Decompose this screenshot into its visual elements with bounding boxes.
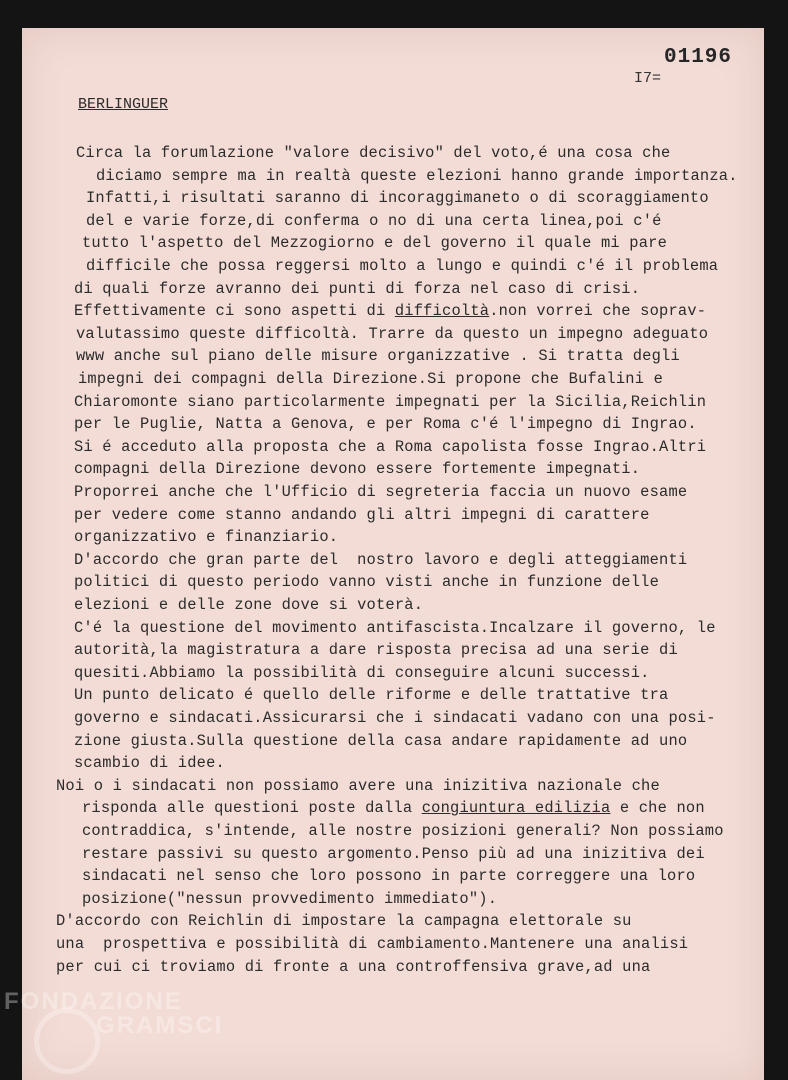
text-line: contraddica, s'intende, alle nostre posizioni generali? Non possiamo — [82, 822, 724, 840]
text-line: una prospettiva e possibilità di cambiamento.Mantenere una analisi — [56, 935, 689, 953]
text-line: Chiaromonte siano particolarmente impegnati per la Sicilia,Reichlin — [74, 392, 707, 411]
text-line: risponda alle questioni poste dalla congiuntura edilizia e che non — [82, 799, 705, 818]
text-line: D'accordo che gran parte del nostro lavoro e degli atteggiamenti — [74, 550, 688, 569]
text-line: politici di questo periodo vanno visti anche in funzione delle — [74, 573, 660, 592]
text-line: Noi o i sindacati non possiamo avere una inizitiva nazionale che — [56, 776, 660, 795]
text-line: quesiti.Abbiamo la possibilità di conseguire alcuni successi. — [74, 663, 650, 682]
text-line: tutto l'aspetto del Mezzogiorno e del governo il quale mi pare — [82, 234, 668, 253]
text-line: Proporrei anche che l'Ufficio di segreteria faccia un nuovo esame — [74, 483, 688, 501]
text-line: Si é acceduto alla proposta che a Roma capolista fosse Ingrao.Altri — [74, 437, 707, 456]
watermark-line-2: GRAMSCI — [96, 1012, 224, 1039]
text-line: autorità,la magistratura a dare risposta precisa ad una serie di — [74, 641, 678, 660]
text-line: Un punto delicato é quello delle riforme e delle trattative tra — [74, 686, 669, 705]
watermark-line-1: FONDAZIONE — [4, 988, 183, 1015]
archive-watermark — [4, 990, 223, 1038]
text-line: diciamo sempre ma in realtà queste elezioni hanno grande importanza. — [96, 166, 738, 185]
text-line: governo e sindacati.Assicurarsi che i sindacati vadano con una posi- — [74, 709, 716, 727]
text-line: organizzativo e finanziario. — [74, 528, 339, 547]
text-line: per vedere come stanno andando gli altri impegni di carattere — [74, 505, 650, 524]
text-line: difficile che possa reggersi molto a lungo e quindi c'é il problema — [86, 257, 719, 275]
text-line: impegni dei compagni della Direzione.Si propone che Bufalini e — [78, 370, 664, 388]
text-line: D'accordo con Reichlin di impostare la campagna elettorale su — [56, 912, 632, 931]
text-line: del e varie forze,di conferma o no di una certa linea,poi c'é — [86, 211, 662, 230]
text-line: sindacati nel senso che loro possono in parte correggere una loro — [82, 867, 696, 886]
text-line: Circa la forumlazione "valore decisivo" del voto,é una cosa che — [76, 144, 671, 162]
watermark-logo-icon — [34, 1008, 100, 1074]
text-line: restare passivi su questo argomento.Penso più ad una inizitiva dei — [82, 844, 705, 863]
text-line: zione giusta.Sulla questione della casa andare rapidamente ad uno — [74, 731, 688, 750]
typed-page — [22, 28, 764, 1080]
text-line: compagni della Direzione devono essere fortemente impegnati. — [74, 460, 641, 479]
text-line: elezioni e delle zone dove si voterà. — [74, 596, 424, 614]
text-line: www anche sul piano delle misure organizzative . Si tratta degli — [76, 347, 680, 366]
text-line: C'é la questione del movimento antifascista.Incalzare il governo, le — [74, 618, 716, 637]
text-line: valutassimo queste difficoltà. Trarre da questo un impegno adeguato — [76, 324, 709, 343]
underlined-phrase: difficoltà — [394, 302, 490, 321]
text-line: scambio di idee. — [74, 754, 225, 773]
underlined-phrase: congiuntura edilizia — [421, 799, 611, 818]
archive-number: 01196 — [664, 46, 733, 69]
text-line: posizione("nessun provvedimento immediato"). — [82, 889, 498, 908]
page-mark: I7= — [634, 70, 662, 87]
text-line: per cui ci troviamo di fronte a una controffensiva grave,ad una — [56, 957, 651, 976]
text-line: di quali forze avranno dei punti di forza nel caso di crisi. — [74, 279, 641, 298]
speaker-heading: BERLINGUER — [78, 96, 169, 113]
text-line: Infatti,i risultati saranno di incoraggimaneto o di scoraggiamento — [86, 189, 709, 208]
text-line: per le Puglie, Natta a Genova, e per Roma c'é l'impegno di Ingrao. — [74, 415, 697, 434]
text-line: Effettivamente ci sono aspetti di difficoltà.non vorrei che soprav- — [74, 302, 707, 321]
